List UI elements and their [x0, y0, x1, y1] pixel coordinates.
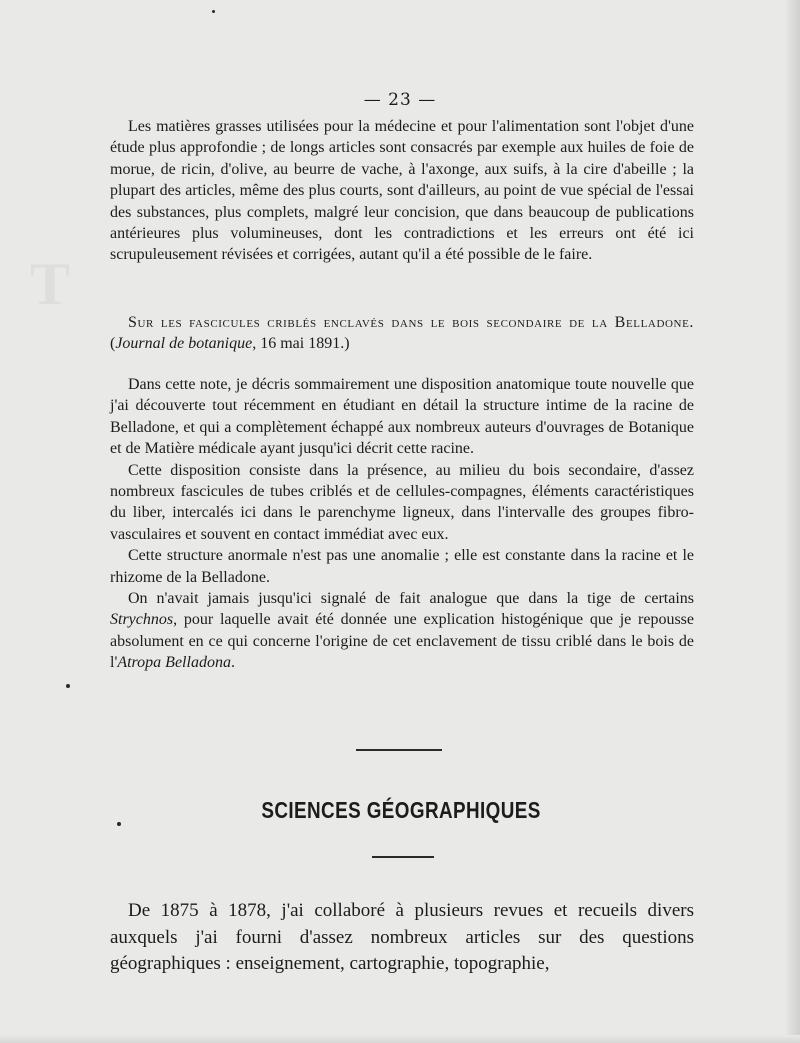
- paragraph-strychnos: [110, 588, 694, 674]
- page-number: — 23 —: [363, 90, 437, 110]
- text-run: .: [230, 654, 235, 672]
- heading-underline: [372, 856, 434, 858]
- belladone-section: [110, 374, 694, 674]
- species-name: Atropa Belladona: [117, 654, 231, 672]
- separator-rule: [356, 749, 442, 751]
- article-title-text: Sur les fascicules criblés enclavés dans le bois secondaire de la Belladone.: [128, 314, 694, 331]
- paragraph-text: De 1875 à 1878, j'ai collaboré à plusieurs revues et recueils divers auxquels j'ai fourni d'assez nombreux articles sur des questions géographiques : enseignement, cartographie, topographie,: [110, 900, 694, 974]
- text-run: , pour laquelle avait été donnée une explication histogénique que je repousse absolument en ce qui concerne l'origine de cet enclavement de tissu criblé dans le bois de l': [110, 611, 694, 672]
- publication-date: 16 mai 1891.): [256, 335, 350, 353]
- paragraph-text: Dans cette note, je décris sommairement une disposition anatomique toute nouvelle que j'ai découverte tout récemment en étudiant en détail la structure intime de la racine de Belladone, et qui a complètement échappé aux nombreux auteurs d'ouvrages de Botanique et de Matière médicale ayant jusqu'ici décrit cette racine.: [110, 376, 694, 458]
- paragraph-text: Cette disposition consiste dans la présence, au milieu du bois secondaire, d'assez nombreux fascicules de tubes criblés et de cellules-compagnes, éléments caractéristiques du liber, intercalés ici dans le parenchyme ligneux, dans l'intervalle des groupes fibro-vasculaires et souvent en contact immédiat avec eux.: [110, 461, 694, 543]
- bleed-through-mark: [30, 250, 70, 319]
- section-heading: SCIENCES GÉOGRAPHIQUES: [261, 797, 541, 823]
- paragraph-text: Les matières grasses utilisées pour la médecine et pour l'alimentation sont l'objet d'une étude plus approfondie ; de longs articles sont consacrés par exemple aux huiles de foie de morue, de ricin, d'olive, au beurre de vache, à l'axonge, aux suifs, à la cire d'abeille ; la plupart des articles, même des plus courts, sont d'ailleurs, au point de vue spécial de l'essai des substances, plus complets, malgré leur concision, que dans beaucoup de publications antérieures plus volumineuses, dont les contradictions et les erreurs ont été ici scrupuleusement révisées et corrigées, autant qu'il a été possible de le faire.: [110, 118, 694, 264]
- ink-speck: [117, 822, 121, 826]
- page-edge-shadow: [786, 0, 800, 1043]
- article-title: [110, 312, 694, 355]
- paragraph-geography: [110, 898, 694, 978]
- paragraph-fats: [110, 116, 694, 266]
- text-run: On n'avait jamais jusqu'ici signalé de fait analogue que dans la tige de certains: [128, 590, 694, 608]
- paragraph-text: Cette structure anormale n'est pas une anomalie ; elle est constante dans la racine et le rhizome de la Belladone.: [110, 547, 694, 586]
- journal-name: Journal de botanique,: [115, 335, 257, 353]
- page-bottom-shadow: [0, 1035, 800, 1043]
- article-title-block: [110, 312, 694, 355]
- ink-speck: [212, 10, 215, 13]
- ink-speck: [66, 684, 70, 688]
- journal-open-paren: (: [110, 335, 116, 353]
- genus-name: Strychnos: [110, 611, 174, 629]
